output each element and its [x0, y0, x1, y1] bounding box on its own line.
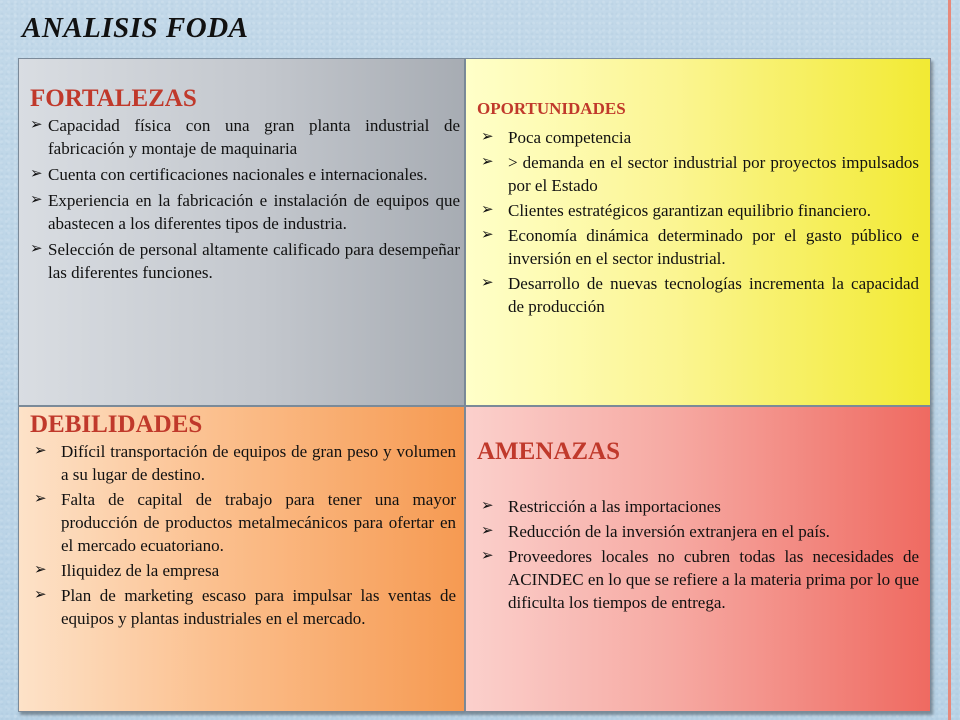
debilidades-list — [34, 440, 456, 632]
oportunidades-heading: OPORTUNIDADES — [477, 99, 626, 118]
list-item: ➢ Proveedores locales no cubren todas las necesidades de ACINDEC en lo que se refiere a la materia prima por lo que dificulta los tiempos de entrega. — [481, 545, 919, 614]
fortalezas-heading: FORTALEZAS — [30, 85, 197, 112]
list-item: ➢ Iliquidez de la empresa — [34, 559, 456, 582]
oportunidades-list — [481, 126, 919, 320]
oportunidades-panel — [465, 58, 931, 406]
list-item: ➢ Poca competencia — [481, 126, 919, 149]
list-item: ➢ Clientes estratégicos garantizan equilibrio financiero. — [481, 199, 919, 222]
list-item: ➢ Desarrollo de nuevas tecnologías incrementa la capacidad de producción — [481, 272, 919, 318]
page-title: ANALISIS FODA — [22, 12, 249, 44]
amenazas-list — [481, 495, 919, 616]
list-item: ➢ Reducción de la inversión extranjera en el país. — [481, 520, 919, 543]
fortalezas-list — [30, 114, 460, 287]
frame-line — [948, 0, 951, 720]
list-item: ➢ Selección de personal altamente calificado para desempeñar las diferentes funciones. — [30, 238, 460, 284]
list-item: ➢ Experiencia en la fabricación e instalación de equipos que abastecen a los diferentes tipos de industria. — [30, 189, 460, 235]
list-item: ➢ Plan de marketing escaso para impulsar las ventas de equipos y plantas industriales en el mercado. — [34, 584, 456, 630]
list-item: ➢ Economía dinámica determinado por el gasto público e inversión en el sector industrial. — [481, 224, 919, 270]
fortalezas-panel — [18, 58, 465, 406]
debilidades-heading: DEBILIDADES — [30, 411, 203, 438]
debilidades-panel — [18, 406, 465, 712]
list-item: ➢ Cuenta con certificaciones nacionales e internacionales. — [30, 163, 460, 186]
amenazas-heading: AMENAZAS — [477, 438, 621, 465]
amenazas-panel — [465, 406, 931, 712]
list-item: ➢ Restricción a las importaciones — [481, 495, 919, 518]
list-item: ➢ Capacidad física con una gran planta industrial de fabricación y montaje de maquinaria — [30, 114, 460, 160]
list-item: ➢ Difícil transportación de equipos de gran peso y volumen a su lugar de destino. — [34, 440, 456, 486]
list-item: ➢ > demanda en el sector industrial por proyectos impulsados por el Estado — [481, 151, 919, 197]
list-item: ➢ Falta de capital de trabajo para tener una mayor producción de productos metalmecánicos para ofertar en el mercado ecuatoriano. — [34, 488, 456, 557]
